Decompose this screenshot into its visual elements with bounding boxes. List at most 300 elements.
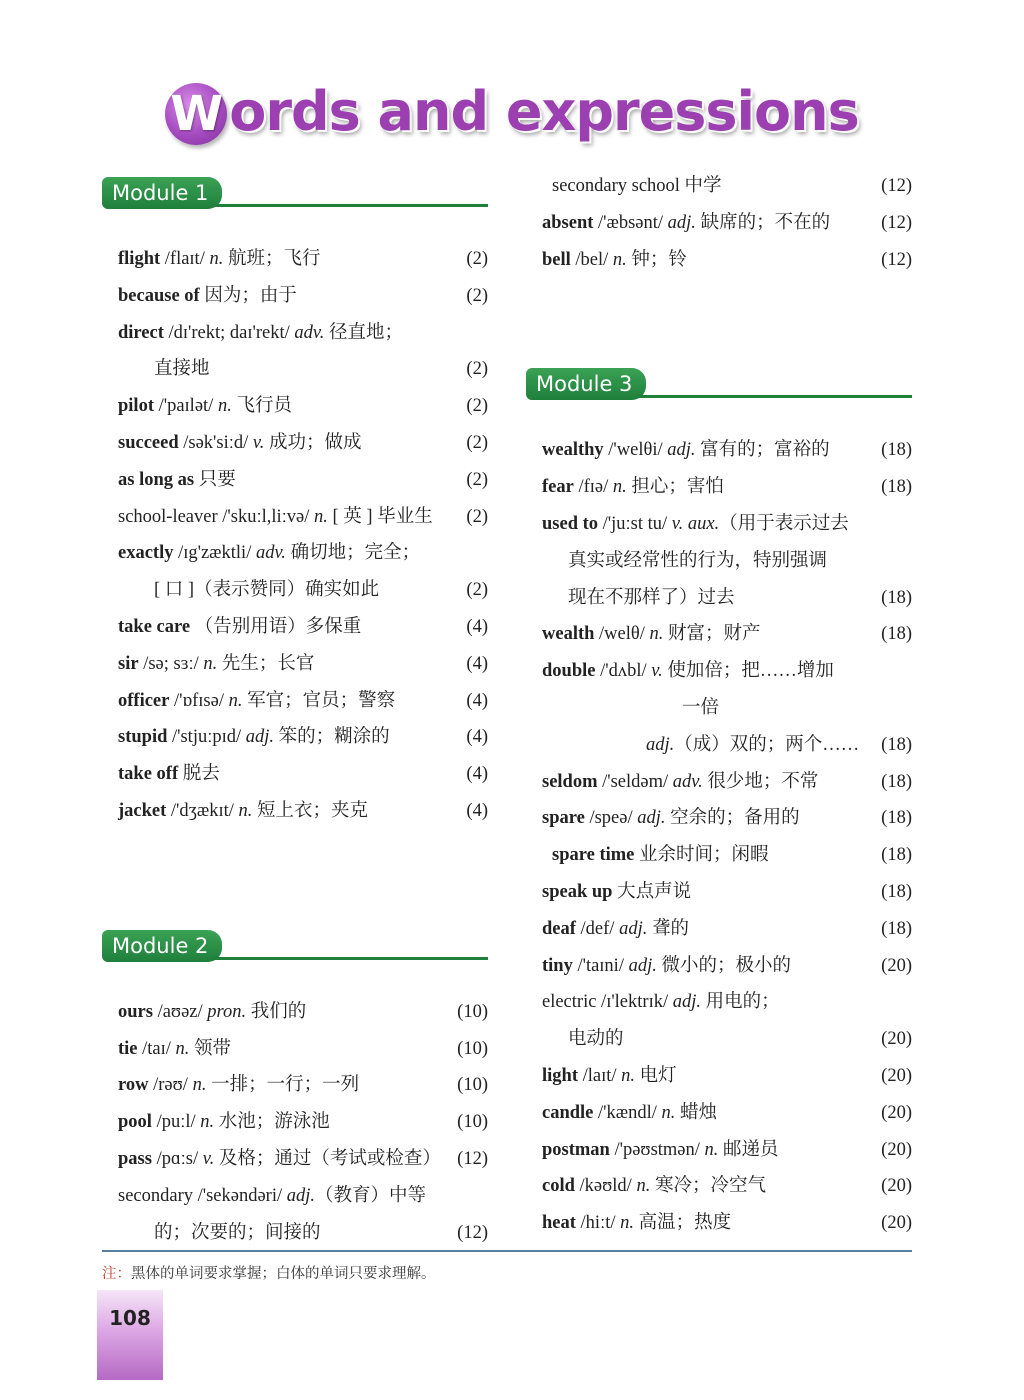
entry-part-of-speech: adv. — [294, 322, 325, 343]
entry-part-of-speech: v. aux. — [671, 513, 720, 534]
entry-text — [542, 911, 689, 948]
entry-part-of-speech: adj. — [245, 727, 275, 748]
entry-row — [102, 462, 502, 499]
entry-page-ref: (20) — [881, 1029, 912, 1050]
entry-part-of-speech: n. — [175, 1038, 190, 1059]
entry-text — [118, 315, 403, 352]
entry-text — [542, 506, 849, 543]
entry-row — [526, 469, 926, 506]
entry-meaning: 的；次要的；间接的 — [154, 1222, 321, 1243]
entry-phonetic: /welθ/ — [594, 624, 650, 645]
entry-text — [542, 1095, 717, 1132]
entry-page-ref: (18) — [881, 808, 912, 829]
entry-text — [118, 1031, 231, 1068]
entry-headword: spare time — [552, 845, 635, 866]
entry-part-of-speech: v. — [252, 432, 265, 453]
entry-phonetic: /sə; sɜː/ — [138, 653, 204, 674]
entry-text — [568, 1021, 624, 1058]
entry-headword: pilot — [118, 396, 154, 417]
entry-part-of-speech: adv. — [255, 543, 286, 564]
entry-part-of-speech: n. — [621, 1065, 636, 1086]
entry-row — [526, 168, 926, 205]
entry-meaning: （告别用语）多保重 — [194, 616, 362, 637]
entry-meaning: 高温；热度 — [634, 1213, 732, 1234]
entry-headword: deaf — [542, 918, 576, 939]
entry-meaning: 用电的； — [701, 992, 780, 1013]
entry-text — [568, 543, 827, 580]
entry-text — [542, 764, 818, 801]
entry-phonetic: /'pəʊstmən/ — [609, 1139, 705, 1160]
entry-row — [526, 653, 926, 690]
entry-meaning: 钟；铃 — [626, 249, 687, 270]
entry-meaning: 直接地 — [154, 359, 210, 380]
entry-page-ref: (2) — [466, 506, 488, 527]
entry-row — [526, 543, 926, 580]
entry-part-of-speech: n. — [217, 396, 232, 417]
entry-meaning: 飞行员 — [231, 396, 292, 417]
entry-meaning: 空余的；备用的 — [665, 808, 800, 829]
entry-part-of-speech: n. — [620, 1213, 634, 1234]
entry-text — [682, 690, 719, 727]
entry-text — [118, 388, 292, 425]
entry-meaning: 电动的 — [568, 1029, 624, 1050]
entry-row — [526, 1021, 926, 1058]
module-2-header — [102, 930, 502, 964]
entry-meaning: 成功；做成 — [264, 432, 362, 453]
entry-headword: take care — [118, 616, 191, 637]
entry-text — [118, 462, 236, 499]
entry-part-of-speech: n. — [612, 249, 627, 270]
entry-page-ref: (10) — [457, 1001, 488, 1022]
entry-text — [118, 499, 433, 536]
entry-meaning: 财富；财产 — [663, 624, 761, 645]
entry-meaning: 富有的；富裕的 — [695, 440, 830, 461]
entry-meaning: 径直地； — [324, 322, 403, 343]
entry-headword: seldom — [542, 771, 598, 792]
entry-headword: postman — [542, 1139, 610, 1160]
entry-page-ref: (2) — [466, 285, 488, 306]
page-number: 108 — [109, 1306, 151, 1330]
entry-row — [102, 646, 502, 683]
entry-phonetic: /'stjuːpɪd/ — [167, 727, 246, 748]
entry-row — [526, 205, 926, 242]
entry-text — [568, 580, 735, 617]
left-column — [102, 177, 502, 1251]
entry-row — [102, 793, 502, 830]
entry-part-of-speech: adj. — [628, 955, 657, 976]
entry-headword: candle — [542, 1102, 594, 1123]
entry-headword: tiny — [542, 955, 573, 976]
entry-page-ref: (2) — [466, 432, 488, 453]
entry-row — [526, 837, 926, 874]
entry-headword: wealthy — [542, 440, 604, 461]
title-rest: ords and expressions — [229, 79, 859, 143]
entry-row — [102, 388, 502, 425]
entry-headword: pass — [118, 1148, 152, 1169]
entry-row — [526, 764, 926, 801]
entry-meaning: 缺席的；不在的 — [695, 212, 831, 233]
entry-headword: direct — [118, 322, 164, 343]
entry-meaning: [ 口 ]（表示赞同）确实如此 — [154, 580, 380, 601]
entry-part-of-speech: adj. — [286, 1185, 316, 1206]
entry-text — [154, 572, 379, 609]
entry-headword: spare — [542, 808, 585, 829]
entry-row — [102, 351, 502, 388]
entry-row — [102, 1031, 502, 1068]
entry-phonetic: /'welθi/ — [603, 440, 668, 461]
entry-row — [102, 994, 502, 1031]
entry-text — [542, 948, 791, 985]
entry-page-ref: (2) — [466, 359, 488, 380]
entry-row — [102, 1067, 502, 1104]
entry-row — [526, 874, 926, 911]
entry-meaning: 大点声说 — [617, 881, 692, 902]
module-2-rule — [212, 957, 488, 960]
entry-phonetic: /'juːst tu/ — [598, 513, 672, 534]
module-3-header — [526, 368, 926, 402]
footnote-text: 黑体的单词要求掌握；白体的单词只要求理解。 — [131, 1266, 436, 1282]
entry-text — [118, 646, 314, 683]
entry-part-of-speech: v. — [651, 661, 663, 682]
entry-row — [102, 1141, 502, 1178]
entry-text — [118, 1067, 359, 1104]
module-1-header — [102, 177, 502, 211]
entry-page-ref: (2) — [466, 469, 488, 490]
entry-headword: absent — [542, 212, 594, 233]
entry-page-ref: (4) — [466, 690, 488, 711]
module-2-label: Module 2 — [102, 930, 222, 962]
entry-meaning: 笨的；糊涂的 — [274, 727, 390, 748]
entry-meaning: 水池；游泳池 — [214, 1112, 330, 1133]
entry-meaning: 只要 — [198, 469, 236, 490]
entry-page-ref: (20) — [881, 1102, 912, 1123]
entry-page-ref: (2) — [466, 249, 488, 269]
entry-phonetic: /'paɪlət/ — [153, 396, 218, 417]
entry-text — [542, 874, 691, 911]
entry-part-of-speech: n. — [238, 800, 253, 821]
entry-headword: ours — [118, 1001, 153, 1022]
entry-phonetic: /laɪt/ — [577, 1065, 622, 1086]
entry-meaning: 邮递员 — [718, 1139, 779, 1160]
entry-phonetic: /taɪ/ — [137, 1038, 176, 1059]
entry-row — [526, 727, 926, 764]
entry-meaning: 军官；官员；警察 — [242, 690, 396, 711]
footnote — [102, 1262, 436, 1283]
entry-text — [154, 351, 210, 388]
entry-text — [118, 719, 390, 756]
entry-text — [542, 432, 830, 469]
entry-row — [102, 572, 502, 609]
entry-page-ref: (12) — [881, 212, 912, 233]
entry-phonetic: /'dʌbl/ — [595, 661, 652, 682]
entry-part-of-speech: n. — [612, 477, 627, 498]
entry-part-of-speech: adj. — [619, 918, 648, 939]
entry-text — [118, 1104, 330, 1141]
entry-meaning: 一排；一行；一列 — [206, 1075, 360, 1096]
entry-page-ref: (20) — [881, 1139, 912, 1160]
entry-meaning: 先生；长官 — [217, 653, 315, 674]
continued-entries — [526, 168, 926, 278]
entry-text — [154, 1215, 321, 1252]
entry-phonetic: /'æbsənt/ — [593, 212, 668, 233]
entry-part-of-speech: n. — [203, 653, 218, 674]
entry-phonetic: /hiːt/ — [575, 1213, 621, 1234]
entry-part-of-speech: adj. — [667, 212, 696, 233]
entry-page-ref: (18) — [881, 587, 912, 608]
title-first-letter: W — [165, 83, 227, 145]
entry-page-ref: (4) — [466, 653, 488, 674]
entry-row — [102, 425, 502, 462]
entry-headword: double — [542, 661, 596, 682]
entry-text — [118, 425, 362, 462]
entry-phonetic: /fɪə/ — [573, 477, 613, 498]
entry-page-ref: (20) — [881, 1176, 912, 1197]
entry-text — [118, 793, 368, 830]
entry-meaning: （用于表示过去 — [719, 513, 849, 534]
entry-text — [118, 994, 306, 1031]
entry-page-ref: (18) — [881, 881, 912, 902]
entry-phonetic: /'dʒækɪt/ — [166, 800, 239, 821]
entry-page-ref: (12) — [457, 1148, 488, 1169]
entry-part-of-speech: adj. — [672, 992, 701, 1013]
entry-text — [542, 205, 830, 242]
entry-page-ref: (18) — [881, 477, 912, 498]
entry-text — [542, 616, 761, 653]
entry-meaning: 真实或经常性的行为，特别强调 — [568, 550, 828, 571]
entry-page-ref: (18) — [881, 845, 912, 866]
entry-row — [102, 1178, 502, 1215]
entry-row — [526, 242, 926, 279]
entry-headword: pool — [118, 1112, 152, 1133]
entry-row — [526, 616, 926, 653]
entry-page-ref: (10) — [457, 1112, 488, 1133]
entry-text — [118, 1141, 441, 1178]
entry-text — [118, 1178, 426, 1215]
entry-headword: speak up — [542, 881, 613, 902]
module-1-rule — [212, 204, 488, 207]
entry-headword: bell — [542, 249, 571, 270]
entry-text — [118, 609, 361, 646]
entry-headword: officer — [118, 690, 170, 711]
module-1-entries — [102, 241, 502, 830]
entry-row — [102, 1215, 502, 1252]
entry-part-of-speech: n. — [209, 249, 224, 269]
entry-phonetic: school-leaver /'skuːl,liːvə/ — [118, 506, 314, 527]
entry-phonetic: /kəʊld/ — [574, 1176, 637, 1197]
right-column — [526, 168, 926, 1242]
entry-row — [526, 911, 926, 948]
entry-text — [552, 837, 769, 874]
entry-row — [102, 609, 502, 646]
entry-row — [102, 1104, 502, 1141]
entry-meaning: 短上衣；夹克 — [252, 800, 369, 821]
entry-phonetic: /puːl/ — [151, 1112, 201, 1133]
entry-meaning: [ 英 ] 毕业生 — [327, 506, 433, 527]
entry-phonetic: secondary /'sekəndəri/ — [118, 1185, 287, 1206]
entry-phonetic: /aʊəz/ — [152, 1001, 208, 1022]
entry-phonetic: /'taɪni/ — [572, 955, 629, 976]
entry-part-of-speech: adj. — [637, 808, 666, 829]
entry-phonetic: /rəʊ/ — [148, 1075, 193, 1096]
entry-meaning: 微小的；极小的 — [656, 955, 791, 976]
entry-page-ref: (12) — [881, 176, 912, 196]
entry-part-of-speech: adj. — [667, 440, 696, 461]
entry-headword: succeed — [118, 432, 179, 453]
entry-part-of-speech: v. — [202, 1148, 215, 1169]
entry-row — [526, 800, 926, 837]
entry-meaning: （成）双的；两个…… — [674, 734, 860, 755]
entry-part-of-speech: n. — [636, 1176, 651, 1197]
entry-row — [102, 719, 502, 756]
entry-meaning: 聋的 — [647, 918, 689, 939]
entry-phonetic: /flaɪt/ — [160, 249, 210, 269]
entry-meaning: 蜡烛 — [675, 1102, 717, 1123]
entry-page-ref: (4) — [466, 800, 488, 821]
entry-meaning: 一倍 — [682, 697, 720, 718]
entry-part-of-speech: pron. — [207, 1001, 247, 1022]
entry-meaning: 电灯 — [635, 1065, 677, 1086]
entry-part-of-speech: adj. — [646, 734, 675, 755]
entry-text — [118, 241, 320, 278]
entry-headword: used to — [542, 513, 599, 534]
entry-part-of-speech: n. — [228, 690, 243, 711]
entry-row — [526, 506, 926, 543]
entry-row — [102, 499, 502, 536]
entry-phonetic: /'kændl/ — [593, 1102, 662, 1123]
entry-page-ref: (20) — [881, 955, 912, 976]
entry-meaning: 航班；飞行 — [223, 249, 321, 269]
module-3-entries — [526, 432, 926, 1242]
entry-meaning: 现在不那样了）过去 — [568, 587, 735, 608]
entry-row — [102, 278, 502, 315]
entry-headword: tie — [118, 1038, 138, 1059]
entry-page-ref: (20) — [881, 1065, 912, 1086]
entry-page-ref: (2) — [466, 396, 488, 417]
entry-headword: heat — [542, 1213, 576, 1234]
module-2-entries — [102, 994, 502, 1252]
entry-headword: light — [542, 1065, 578, 1086]
entry-text — [542, 469, 724, 506]
entry-phonetic: /'ɒfɪsə/ — [169, 690, 229, 711]
entry-meaning: 很少地；不常 — [702, 771, 819, 792]
entry-meaning: （教育）中等 — [315, 1185, 427, 1206]
entry-row — [526, 984, 926, 1021]
module-3-rule — [636, 395, 912, 398]
entry-text — [118, 756, 220, 793]
entry-page-ref: (18) — [881, 771, 912, 792]
entry-phonetic: electric /ɪ'lektrɪk/ — [542, 992, 673, 1013]
entry-headword: stupid — [118, 727, 168, 748]
entry-row — [102, 683, 502, 720]
entry-text — [118, 535, 420, 572]
entry-phonetic: /bel/ — [570, 249, 613, 270]
entry-phonetic: /def/ — [575, 918, 620, 939]
entry-row — [102, 756, 502, 793]
entry-page-ref: (20) — [881, 1213, 912, 1234]
entry-phonetic: /ɪg'zæktli/ — [173, 543, 256, 564]
entry-row — [102, 241, 502, 278]
entry-part-of-speech: adv. — [672, 771, 703, 792]
entry-part-of-speech: n. — [704, 1139, 719, 1160]
entry-text — [542, 1205, 731, 1242]
entry-text — [542, 1168, 766, 1205]
page-number-tab — [97, 1290, 163, 1380]
entry-page-ref: (4) — [466, 727, 488, 748]
page-title — [0, 62, 1024, 162]
entry-page-ref: (4) — [466, 616, 488, 637]
entry-headword: because of — [118, 285, 200, 306]
entry-part-of-speech: n. — [314, 506, 328, 527]
entry-meaning: 寒冷；冷空气 — [650, 1176, 766, 1197]
entry-page-ref: (18) — [881, 918, 912, 939]
entry-headword: as long as — [118, 469, 195, 490]
entry-phonetic: /'seldəm/ — [597, 771, 673, 792]
entry-part-of-speech: n. — [661, 1102, 676, 1123]
entry-page-ref: (2) — [466, 580, 488, 601]
entry-headword: exactly — [118, 543, 174, 564]
entry-row — [526, 1058, 926, 1095]
entry-headword: fear — [542, 477, 574, 498]
entry-meaning: 我们的 — [246, 1001, 307, 1022]
entry-text — [542, 653, 834, 690]
entry-headword: jacket — [118, 800, 167, 821]
entry-row — [526, 1205, 926, 1242]
entry-phonetic: /dɪ'rekt; daɪ'rekt/ — [163, 322, 295, 343]
entry-meaning: 领带 — [189, 1038, 232, 1059]
entry-row — [526, 1095, 926, 1132]
entry-page-ref: (18) — [881, 734, 912, 755]
entry-page-ref: (18) — [881, 624, 912, 645]
entry-phonetic: /speə/ — [584, 808, 638, 829]
entry-page-ref: (10) — [457, 1038, 488, 1059]
entry-text — [646, 727, 859, 764]
entry-meaning: 脱去 — [182, 764, 220, 785]
entry-meaning: 担心；害怕 — [626, 477, 724, 498]
entry-page-ref: (12) — [457, 1222, 488, 1243]
entry-page-ref: (12) — [881, 249, 912, 270]
entry-page-ref: (18) — [881, 440, 912, 461]
entry-meaning: 中学 — [684, 176, 722, 196]
entry-row — [526, 580, 926, 617]
entry-row — [526, 1168, 926, 1205]
entry-phonetic: /pɑːs/ — [151, 1148, 203, 1169]
module-1-label: Module 1 — [102, 177, 222, 209]
entry-headword: sir — [118, 653, 139, 674]
entry-text — [542, 800, 800, 837]
entry-row — [526, 1132, 926, 1169]
entry-headword: wealth — [542, 624, 595, 645]
footer-rule — [102, 1250, 912, 1252]
entry-text — [542, 984, 780, 1021]
entry-page-ref: (10) — [457, 1075, 488, 1096]
entry-text — [542, 1132, 779, 1169]
footnote-label: 注： — [102, 1266, 131, 1282]
entry-part-of-speech: n. — [649, 624, 664, 645]
entry-text — [118, 683, 395, 720]
entry-meaning: 确切地；完全； — [285, 543, 421, 564]
entry-text — [542, 1058, 677, 1095]
entry-row — [526, 690, 926, 727]
entry-row — [102, 535, 502, 572]
entry-meaning: 业余时间；闲暇 — [639, 845, 769, 866]
entry-row — [102, 315, 502, 352]
entry-phonetic: secondary school — [552, 176, 685, 196]
entry-part-of-speech: n. — [200, 1112, 215, 1133]
entry-part-of-speech: n. — [192, 1075, 207, 1096]
entry-meaning: 使加倍；把……增加 — [662, 661, 834, 682]
entry-page-ref: (4) — [466, 764, 488, 785]
entry-row — [526, 948, 926, 985]
